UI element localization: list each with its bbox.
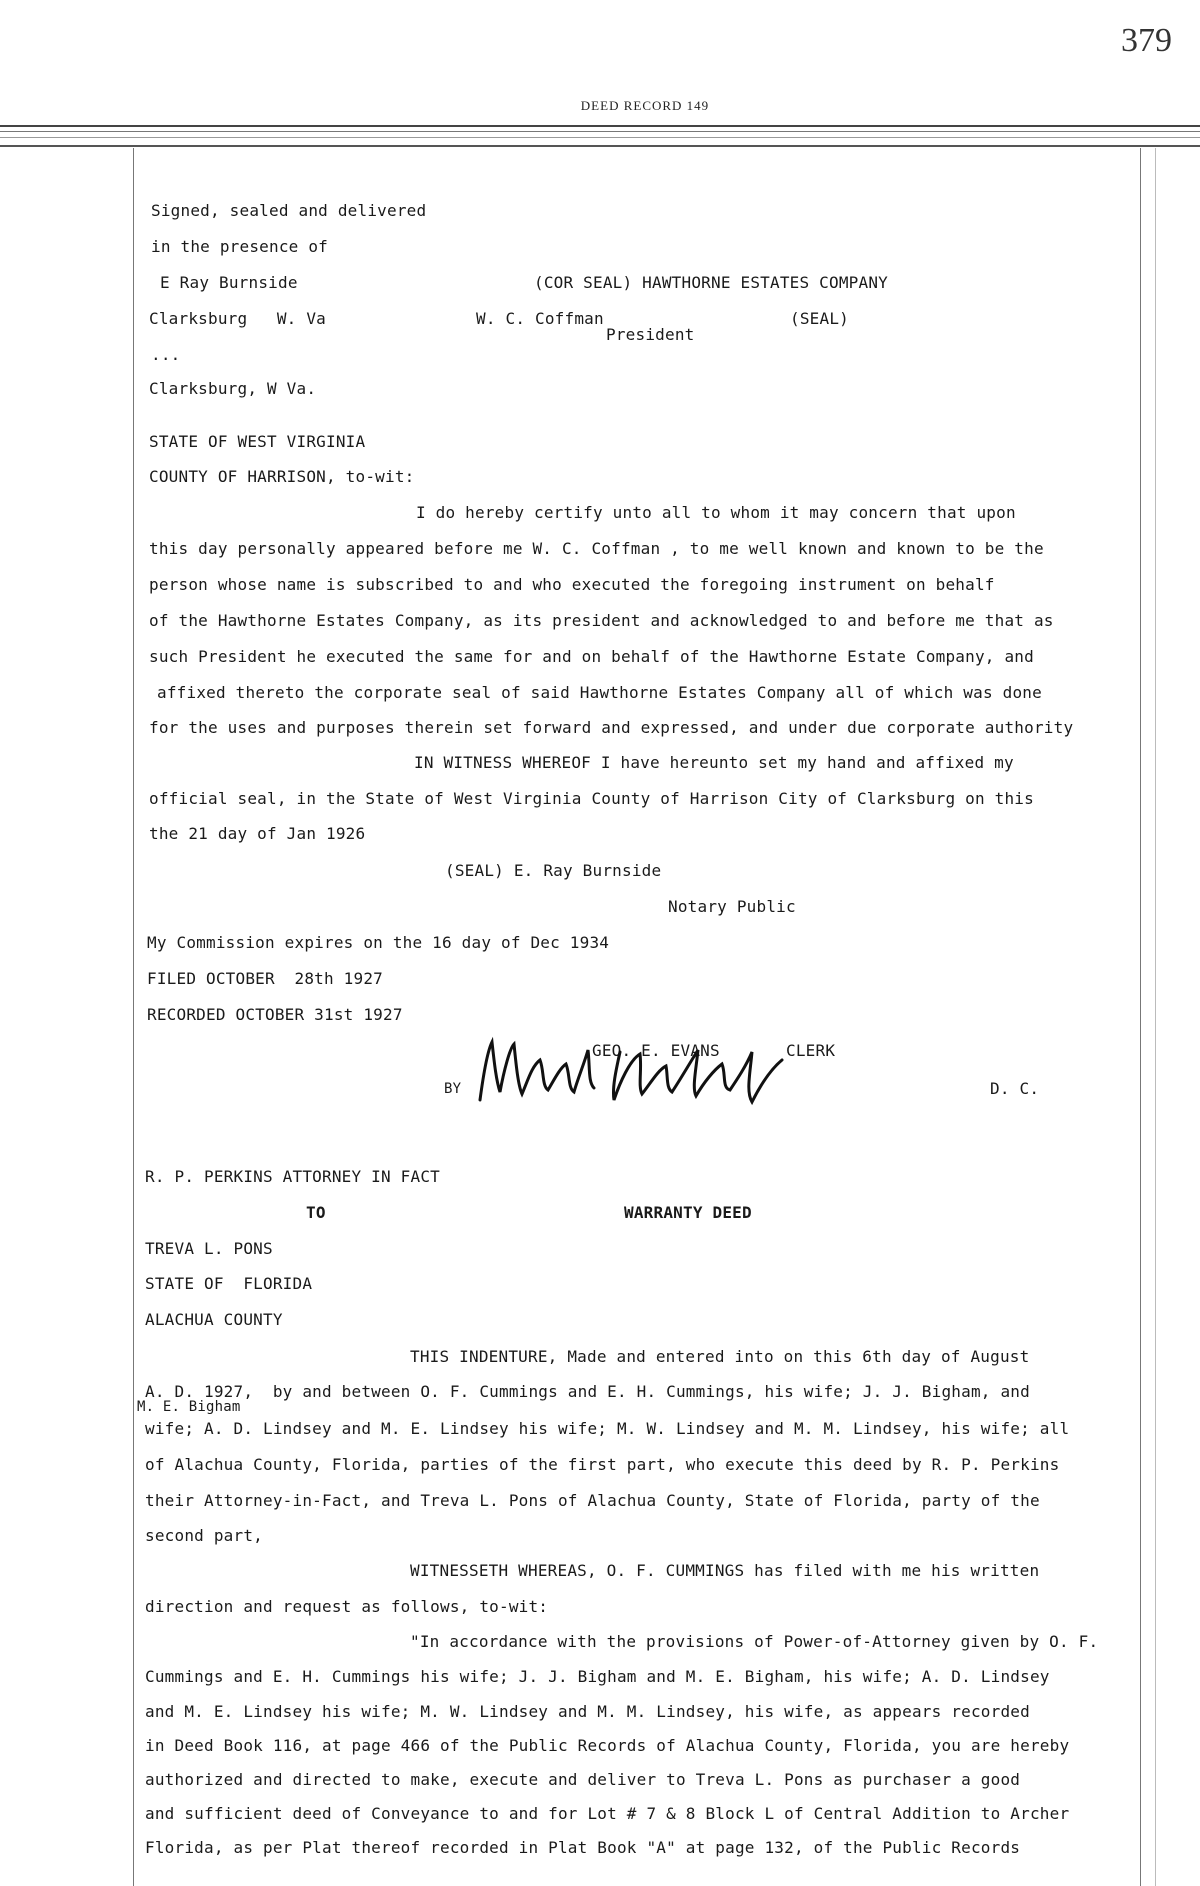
- ack-county: COUNTY OF HARRISON, to-wit:: [149, 467, 415, 486]
- clerk-name: GEO. E. EVANS: [592, 1041, 720, 1060]
- deed-line: and sufficient deed of Conveyance to and for Lot # 7 & 8 Block L of Central Addition to Archer: [145, 1804, 1070, 1823]
- ack-line: of the Hawthorne Estates Company, as its president and acknowledged to and before me that as: [149, 611, 1054, 630]
- ack-line: IN WITNESS WHEREOF I have hereunto set my hand and affixed my: [414, 753, 1014, 772]
- deed-line: second part,: [145, 1526, 263, 1545]
- deed-county: ALACHUA COUNTY: [145, 1310, 283, 1329]
- deed-line: authorized and directed to make, execute and deliver to Treva L. Pons as purchaser a good: [145, 1770, 1021, 1789]
- witness-name: E Ray Burnside: [160, 273, 298, 292]
- notary-title: Notary Public: [668, 897, 796, 916]
- deed-type: WARRANTY DEED: [624, 1203, 752, 1222]
- president-name: W. C. Coffman: [476, 309, 604, 328]
- deed-line: WITNESSETH WHEREAS, O. F. CUMMINGS has filed with me his written: [410, 1561, 1040, 1580]
- ellipsis: ...: [151, 345, 181, 364]
- deed-line: wife; A. D. Lindsey and M. E. Lindsey his wife; M. W. Lindsey and M. M. Lindsey, his wife; all: [145, 1419, 1070, 1438]
- ack-line: official seal, in the State of West Virginia County of Harrison City of Clarksburg on this: [149, 789, 1034, 808]
- signed-line-1: Signed, sealed and delivered: [151, 201, 427, 220]
- ack-state: STATE OF WEST VIRGINIA: [149, 432, 366, 451]
- ack-line: the 21 day of Jan 1926: [149, 824, 366, 843]
- page-number: 379: [1121, 22, 1172, 59]
- seal-label: (SEAL): [790, 309, 849, 328]
- ack-line: affixed thereto the corporate seal of said Hawthorne Estates Company all of which was done: [157, 683, 1042, 702]
- filed-line: FILED OCTOBER 28th 1927: [147, 969, 383, 988]
- header-rule: [0, 137, 1200, 138]
- interlineation: M. E. Bigham: [137, 1399, 241, 1415]
- ack-line: for the uses and purposes therein set forward and expressed, and under due corporate authority: [149, 718, 1074, 737]
- deed-line: A. D. 1927, by and between O. F. Cummings and E. H. Cummings, his wife; J. J. Bigham, and: [145, 1382, 1030, 1401]
- commission-line: My Commission expires on the 16 day of Dec 1934: [147, 933, 610, 952]
- deed-grantor: R. P. PERKINS ATTORNEY IN FACT: [145, 1167, 440, 1186]
- header-rule: [0, 125, 1200, 127]
- deputy-clerk-label: D. C.: [990, 1079, 1040, 1098]
- margin-line-right-outer: [1155, 148, 1156, 1886]
- handwritten-signature: [470, 1030, 810, 1120]
- deed-line: "In accordance with the provisions of Power-of-Attorney given by O. F.: [410, 1632, 1099, 1651]
- header-rule: [0, 131, 1200, 132]
- margin-line-left: [133, 148, 134, 1886]
- corporate-seal-line: (COR SEAL) HAWTHORNE ESTATES COMPANY: [534, 273, 888, 292]
- deed-to: TO: [306, 1203, 326, 1222]
- deed-line: of Alachua County, Florida, parties of the first part, who execute this deed by R. P. Perkins: [145, 1455, 1060, 1474]
- witness-city: Clarksburg W. Va: [149, 309, 326, 328]
- clerk-title: CLERK: [786, 1041, 836, 1060]
- deed-line: their Attorney-in-Fact, and Treva L. Pons of Alachua County, State of Florida, party of the: [145, 1491, 1040, 1510]
- ack-line: person whose name is subscribed to and who executed the foregoing instrument on behalf: [149, 575, 995, 594]
- city-line: Clarksburg, W Va.: [149, 379, 317, 398]
- deed-line: in Deed Book 116, at page 466 of the Public Records of Alachua County, Florida, you are hereby: [145, 1736, 1070, 1755]
- deed-line: THIS INDENTURE, Made and entered into on this 6th day of August: [410, 1347, 1030, 1366]
- by-label: BY: [444, 1081, 462, 1097]
- president-title: President: [606, 325, 695, 344]
- deed-line: Florida, as per Plat thereof recorded in Plat Book "A" at page 132, of the Public Records: [145, 1838, 1021, 1857]
- deed-grantee: TREVA L. PONS: [145, 1239, 273, 1258]
- ack-line: I do hereby certify unto all to whom it may concern that upon: [416, 503, 1016, 522]
- header-rule: [0, 145, 1200, 147]
- deed-line: and M. E. Lindsey his wife; M. W. Lindsey and M. M. Lindsey, his wife, as appears recorded: [145, 1702, 1030, 1721]
- ack-line: such President he executed the same for and on behalf of the Hawthorne Estate Company, and: [149, 647, 1034, 666]
- signed-line-2: in the presence of: [151, 237, 328, 256]
- margin-line-right: [1140, 148, 1141, 1886]
- deed-state: STATE OF FLORIDA: [145, 1274, 313, 1293]
- deed-line: Cummings and E. H. Cummings his wife; J. J. Bigham and M. E. Bigham, his wife; A. D. Lindsey: [145, 1667, 1050, 1686]
- recorded-line: RECORDED OCTOBER 31st 1927: [147, 1005, 403, 1024]
- deed-line: direction and request as follows, to-wit:: [145, 1597, 549, 1616]
- page-header: DEED RECORD 149: [580, 98, 710, 113]
- ack-line: this day personally appeared before me W. C. Coffman , to me well known and known to be the: [149, 539, 1044, 558]
- notary-seal-line: (SEAL) E. Ray Burnside: [445, 861, 662, 880]
